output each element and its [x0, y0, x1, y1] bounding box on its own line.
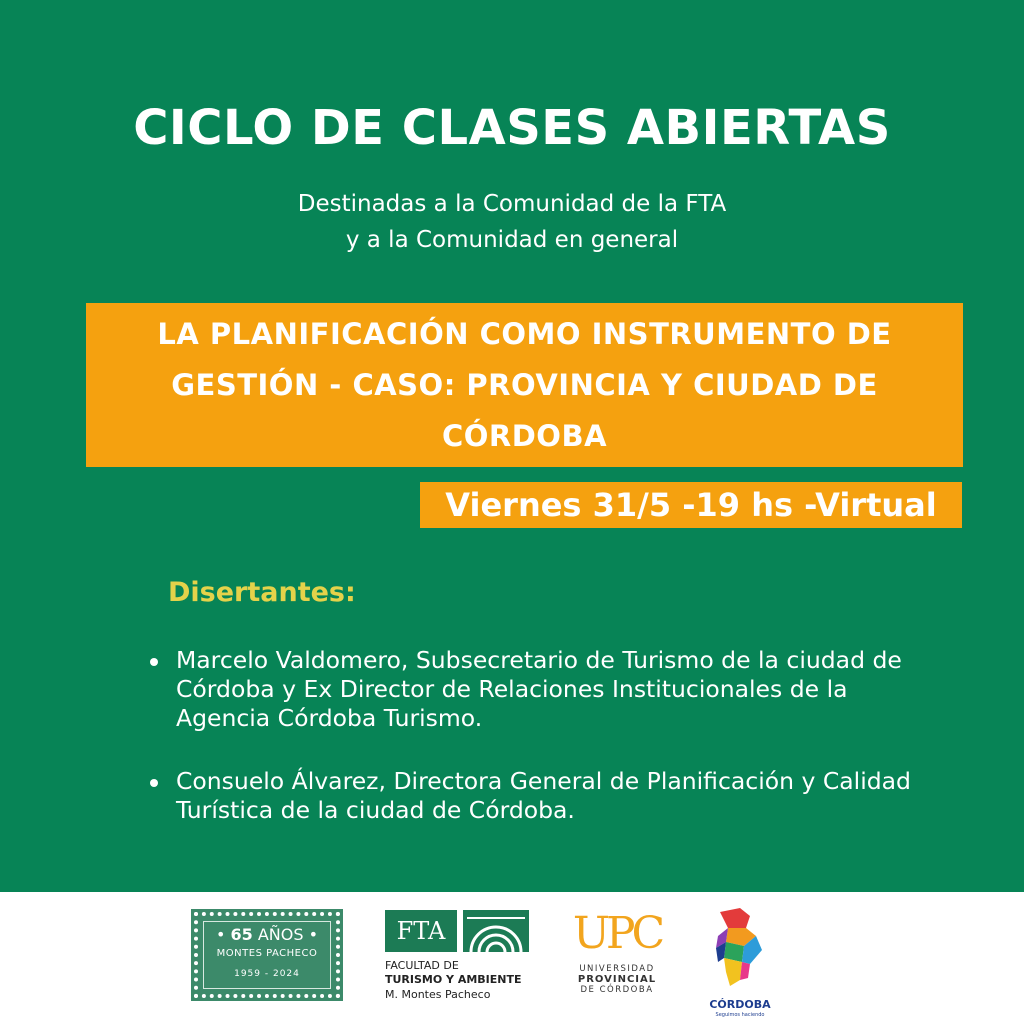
- subtitle: [0, 186, 1024, 258]
- stamp-years: 65: [230, 925, 253, 944]
- subtitle-line-1: Destinadas a la Comunidad de la FTA: [297, 191, 727, 217]
- bullet-icon: [150, 658, 158, 666]
- fta-line-1: FACULTAD DE: [385, 959, 459, 972]
- speakers-list: [148, 646, 928, 859]
- fta-mark: FTA: [385, 910, 457, 952]
- speakers-heading: Disertantes:: [168, 577, 356, 608]
- cordoba-word: CÓRDOBA: [709, 998, 771, 1011]
- anniversary-stamp-logo: • 65 AÑOS • MONTES PACHECO 1959 - 2024: [194, 912, 340, 998]
- subtitle-line-2: y a la Comunidad en general: [345, 227, 679, 253]
- cordoba-logo: [700, 906, 780, 1016]
- upc-line-2: PROVINCIAL: [577, 974, 657, 985]
- upc-line-3: DE CÓRDOBA: [580, 985, 654, 995]
- event-date-badge: Viernes 31/5 -19 hs -Virtual: [420, 482, 962, 528]
- stamp-years-range: 1959 - 2024: [234, 969, 300, 979]
- arch-icon: [463, 910, 529, 952]
- list-item: [148, 767, 928, 825]
- speaker-text: Marcelo Valdomero, Subsecretario de Turismo de la ciudad de Córdoba y Ex Director de Relaciones Institucionales de la Agencia Córdoba Turismo.: [176, 646, 902, 732]
- fta-line-3: M. Montes Pacheco: [385, 988, 491, 1001]
- fta-logo: [385, 910, 545, 1006]
- list-item: [148, 646, 928, 733]
- footer-logos: [0, 892, 1024, 1024]
- cordoba-map-icon: [700, 906, 780, 996]
- page-title: CICLO DE CLASES ABIERTAS: [133, 100, 891, 156]
- upc-line-1: UNIVERSIDAD: [579, 964, 655, 974]
- upc-logo: [572, 910, 662, 1010]
- speaker-text: Consuelo Álvarez, Directora General de Planificación y Calidad Turística de la ciudad de Córdoba.: [176, 767, 911, 824]
- cordoba-tagline: Seguimos haciendo: [715, 1012, 765, 1018]
- stamp-name: MONTES PACHECO: [216, 948, 318, 959]
- stamp-years-word: AÑOS: [257, 925, 304, 944]
- bullet-icon: [150, 779, 158, 787]
- topic-title: LA PLANIFICACIÓN COMO INSTRUMENTO DE GESTIÓN - CASO: PROVINCIA Y CIUDAD DE CÓRDOBA: [157, 316, 892, 453]
- topic-banner: [86, 303, 963, 467]
- upc-mark: UPC: [572, 908, 662, 959]
- fta-line-2: TURISMO Y AMBIENTE: [385, 973, 522, 986]
